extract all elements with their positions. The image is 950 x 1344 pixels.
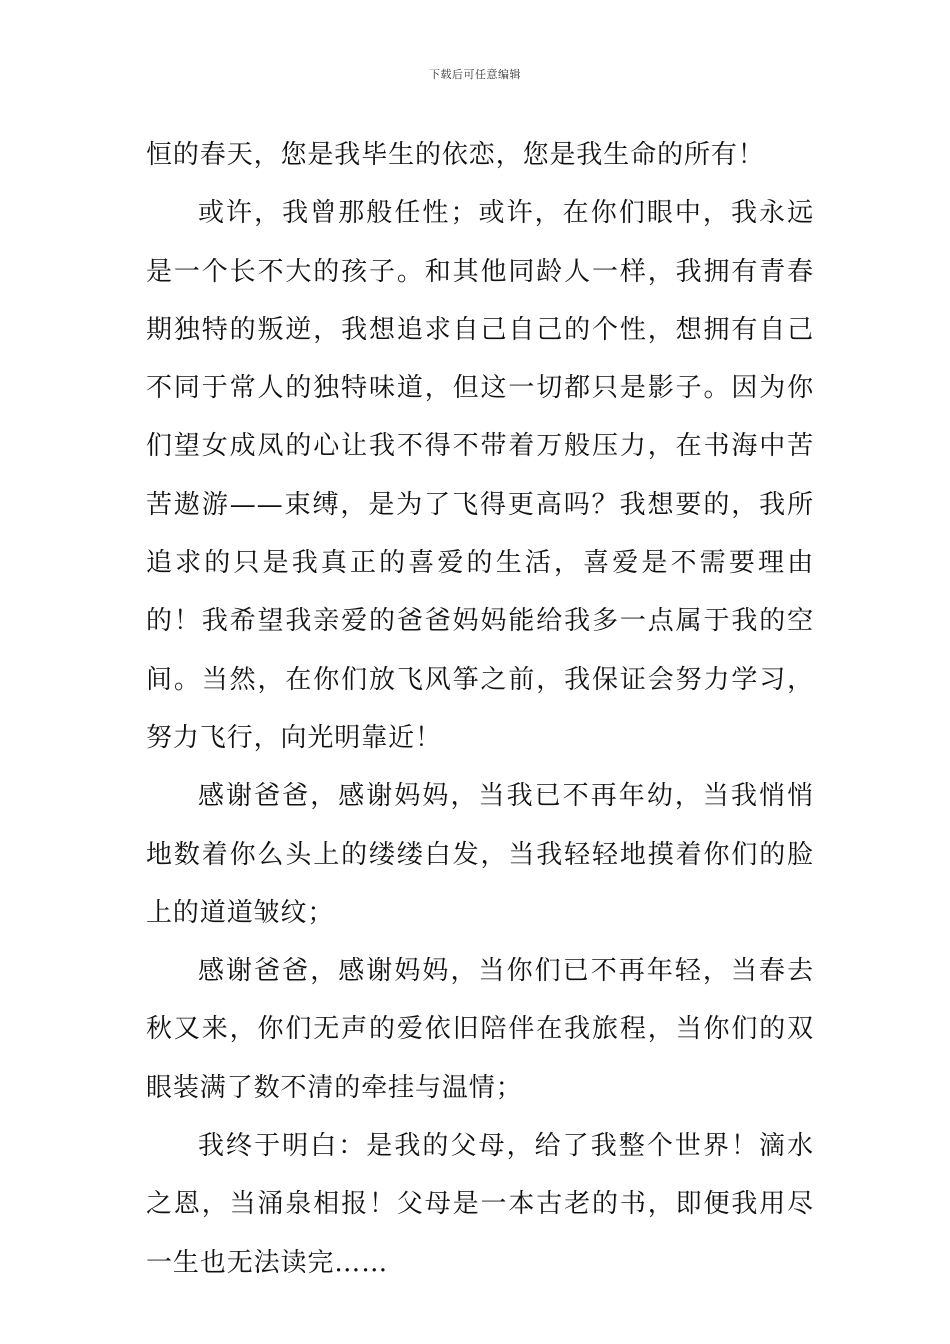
paragraph: 感谢爸爸，感谢妈妈，当你们已不再年轻，当春去秋又来，你们无声的爱依旧陪伴在我旅程，当你们的双眼装满了数不清的牵挂与温情； [146,956,814,1103]
paragraph: 或许，我曾那般任性；或许，在你们眼中，我永远是一个长不大的孩子。和其他同龄人一样，我拥有青春期独特的叛逆，我想追求自己自己的个性，想拥有自己不同于常人的独特味道，但这一切都只是影子。因为你们望女成凤的心让我不得不带着万般压力，在书海中苦苦遨游——束缚，是为了飞得更高吗？我想要的，我所追求的只是我真正的喜爱的生活，喜爱是不需要理由的！我希望我亲爱的爸爸妈妈能给我多一点属于我的空间。当然，在你们放飞风筝之前，我保证会努力学习，努力飞行，向光明靠近！ [146,198,814,753]
paragraph-continuation: 恒的春天，您是我毕生的依恋，您是我生命的所有！ [146,140,765,170]
page-header-note: 下载后可任意编辑 [429,68,521,81]
document-body [146,126,814,1292]
paragraph: 我终于明白：是我的父母，给了我整个世界！滴水之恩，当涌泉相报！父母是一本古老的书，即便我用尽一生也无法读完…… [146,1131,814,1278]
paragraph: 感谢爸爸，感谢妈妈，当我已不再年幼，当我悄悄地数着你么头上的缕缕白发，当我轻轻地摸着你们的脸上的道道皱纹； [146,781,814,928]
